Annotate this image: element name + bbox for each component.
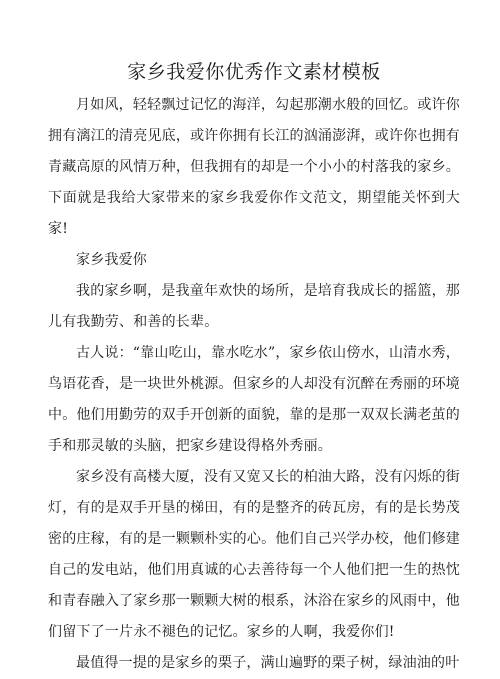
document-title: 家乡我爱你优秀作文素材模板 xyxy=(127,61,381,83)
paragraph-intro: 月如风，轻轻飘过记忆的海洋，勾起那潮水般的回忆。或许你拥有漓江的清亮见底，或许你拥有长江的汹涌澎湃，或许你也拥有青藏高原的风情万种，但我拥有的却是一个小小的村落我的家乡。下面就是我给大家带来的家乡我爱你作文范文，期望能关怀到大家! xyxy=(48,97,460,237)
paragraph-ancient-saying: 古人说：“靠山吃山，靠水吃水”，家乡依山傍水，山清水秀，鸟语花香，是一块世外桃源。但家乡的人却没有沉醉在秀丽的环境中。他们用勤劳的双手开创新的面貌，靠的是那一双双长满老茧的手和那灵敏的头脑，把家乡建设得格外秀丽。 xyxy=(48,345,460,454)
paragraph-chestnuts: 最值得一提的是家乡的栗子，满山遍野的栗子树，绿油油的叶 xyxy=(76,655,460,671)
paragraph-no-tall-buildings: 家乡没有高楼大厦，没有又宽又长的柏油大路，没有闪烁的街灯，有的是双手开垦的梯田，有的是整齐的砖瓦房，有的是长势茂密的庄稼，有的是一颗颗朴实的心。他们自己兴学办校，他们修建自己的发电站，他们用真诚的心去善待每一个人他们把一生的热忱和青春融入了家乡那一颗颗大树的根系，沐浴在家乡的风雨中，他们留下了一片永不褪色的记忆。家乡的人啊，我爱你们! xyxy=(48,469,460,640)
paragraph-subtitle: 家乡我爱你 xyxy=(76,252,147,268)
paragraph-hometown-childhood: 我的家乡啊，是我童年欢快的场所，是培育我成长的摇篮，那儿有我勤劳、和善的长辈。 xyxy=(48,283,460,330)
